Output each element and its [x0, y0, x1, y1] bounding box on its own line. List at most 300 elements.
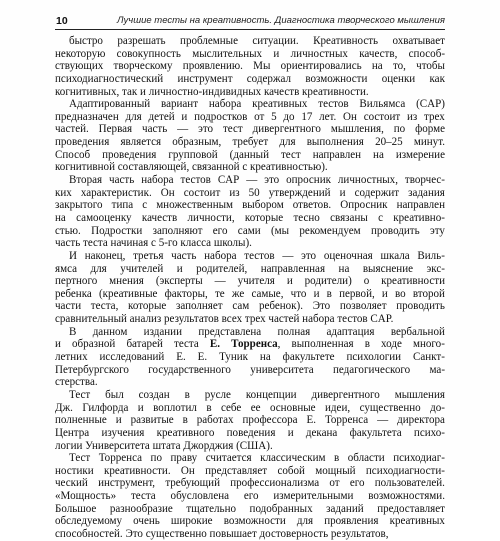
- word: что: [290, 287, 307, 300]
- word: вариант: [161, 98, 199, 111]
- word: до-: [430, 401, 445, 414]
- paragraph: [55, 250, 445, 326]
- word: —: [214, 275, 226, 288]
- word: считается: [205, 452, 252, 465]
- word: эту: [430, 224, 445, 237]
- word: проводить: [396, 300, 445, 313]
- word: личности,: [187, 211, 235, 224]
- word: возможностями.: [368, 490, 445, 503]
- word: тестов: [244, 249, 275, 262]
- word: набора: [208, 98, 242, 111]
- word: экс-: [426, 262, 445, 275]
- word: набора: [204, 249, 237, 262]
- word: Гилфорда: [82, 401, 129, 414]
- word: личностных,: [337, 174, 398, 187]
- word: требующий: [165, 477, 221, 490]
- word: (мы: [270, 224, 290, 237]
- text-line: [55, 300, 445, 313]
- running-head: Лучшие тесты на креативность. Диагностика творческого мышления: [117, 15, 445, 26]
- word: о: [363, 275, 370, 288]
- paragraph: [55, 35, 445, 98]
- word: для: [125, 110, 142, 123]
- word: профессора: [242, 414, 298, 427]
- word: шкала: [380, 249, 410, 262]
- word: часть: [142, 123, 168, 136]
- word: охватывает: [392, 35, 445, 47]
- line-text: логии Университета штата Джорджия (США).: [55, 439, 273, 452]
- text-line: [55, 389, 445, 402]
- word: Е.: [197, 351, 208, 364]
- word: направлен: [312, 148, 362, 161]
- word: быстро: [69, 35, 103, 47]
- text-line: [55, 313, 445, 326]
- word: основные: [269, 401, 316, 414]
- word: рекомендуем: [299, 224, 361, 237]
- line-text: сравнительный анализ результатов всех трех частей набора тестов CAP.: [55, 313, 394, 326]
- word: (данный: [229, 148, 270, 161]
- word: классическим: [260, 452, 326, 465]
- word: тестов: [318, 98, 349, 111]
- word: Он: [180, 464, 195, 477]
- word: и: [137, 401, 144, 414]
- word: направленная: [260, 262, 326, 275]
- word: разрешать: [117, 35, 166, 47]
- word: в: [206, 401, 212, 414]
- word: третья: [133, 249, 164, 262]
- word: групповой: [168, 148, 218, 161]
- word: связаны: [330, 211, 368, 224]
- word: мышления: [394, 388, 445, 401]
- word: проводить: [370, 224, 420, 237]
- word: психо-: [413, 426, 445, 439]
- word: способ-: [408, 47, 445, 60]
- word: разнообразие: [109, 502, 173, 515]
- word: летних: [55, 351, 88, 364]
- paragraph: [55, 389, 445, 452]
- word: праву: [170, 452, 198, 465]
- word: 17: [301, 110, 313, 123]
- word: Е.: [176, 351, 186, 364]
- word: оценки: [381, 72, 416, 85]
- word: направлен: [396, 199, 445, 212]
- word: выполнения: [306, 136, 364, 149]
- word: полненные: [55, 414, 107, 427]
- text-line: [55, 440, 445, 453]
- word: факторы,: [164, 287, 208, 300]
- word: и: [273, 47, 280, 60]
- word: В: [69, 325, 77, 338]
- word: на: [259, 351, 271, 364]
- word: теста: [130, 490, 156, 503]
- text-line: [55, 212, 445, 225]
- word: заполняет: [175, 300, 223, 313]
- word: творчес-: [404, 174, 445, 187]
- text-line: [55, 414, 445, 427]
- word: Мы: [253, 60, 271, 73]
- word: и: [381, 287, 388, 300]
- text-line: [55, 326, 445, 339]
- word: психодиагностический: [55, 72, 164, 85]
- word: измерение: [395, 148, 445, 161]
- word: (CAP): [416, 98, 445, 111]
- word: набора: [141, 174, 174, 187]
- word: ответов.: [292, 199, 332, 212]
- word: самооценку: [76, 211, 132, 224]
- word: лет.: [319, 110, 337, 123]
- word: данном: [92, 325, 128, 338]
- text-line: [55, 225, 445, 238]
- word: в: [182, 414, 188, 427]
- word: содержит: [354, 186, 400, 199]
- word: заданий: [326, 502, 364, 515]
- word: Тест: [69, 452, 91, 465]
- word: государственного: [148, 363, 231, 376]
- word: позволяет: [339, 300, 387, 313]
- word: Торренса,: [231, 338, 281, 351]
- word: мышления,: [330, 123, 384, 136]
- word: часть: [109, 174, 135, 187]
- word: мнения: [109, 275, 144, 288]
- word: широкие: [170, 515, 213, 528]
- text-line: [55, 98, 445, 111]
- word: состоит: [183, 186, 221, 199]
- word: требует: [232, 136, 269, 149]
- word: которые: [128, 300, 167, 313]
- word: дивергентного: [252, 123, 321, 136]
- word: мыслительных: [192, 47, 263, 60]
- word: креативных: [389, 515, 445, 528]
- word: проведения: [55, 136, 110, 149]
- word: Это: [312, 300, 331, 313]
- word: измерительными: [273, 490, 354, 503]
- word: качеств,: [359, 47, 398, 60]
- text-line: [55, 427, 445, 440]
- word: Дж.: [55, 401, 73, 414]
- word: на: [55, 211, 66, 224]
- word: дивергентного: [311, 388, 380, 401]
- word: подростков: [194, 110, 248, 123]
- word: психодиагности-: [365, 464, 445, 477]
- word: ких: [55, 186, 72, 199]
- word: оценочная: [323, 249, 373, 262]
- word: на: [373, 148, 384, 161]
- word: много-: [413, 338, 445, 351]
- word: с: [378, 211, 383, 224]
- word: проявления: [324, 515, 379, 528]
- word: содержал: [246, 72, 292, 85]
- word: возможности: [305, 72, 368, 85]
- word: для: [279, 136, 296, 149]
- text-line: [55, 60, 445, 73]
- word: образной: [72, 338, 116, 351]
- word: адаптация: [326, 325, 375, 338]
- word: Е.: [306, 414, 317, 427]
- word: тест: [280, 148, 301, 161]
- word: образным,: [172, 136, 222, 149]
- word: его: [349, 477, 365, 490]
- word: ствующих: [55, 60, 104, 73]
- word: проявлению.: [182, 60, 243, 73]
- text-line: [55, 477, 445, 490]
- word: представляет: [205, 464, 268, 477]
- word: характеристик.: [80, 186, 152, 199]
- word: теста,: [90, 300, 119, 313]
- word: Тест: [69, 388, 91, 401]
- word: 5: [271, 110, 277, 123]
- word: работах: [196, 414, 234, 427]
- line-text: когнитивных, так и личностно-индивидных качеств креативности.: [55, 85, 369, 98]
- text-line: [55, 288, 445, 301]
- word: частей.: [55, 123, 89, 136]
- word: по: [150, 452, 162, 465]
- word: директора: [397, 414, 445, 427]
- word: до: [283, 110, 295, 123]
- word: из: [407, 110, 418, 123]
- word: русле: [204, 388, 231, 401]
- word: Подростки: [91, 224, 143, 237]
- word: ямса: [55, 262, 78, 275]
- text-line: [55, 199, 445, 212]
- word: (эксперты: [155, 275, 203, 288]
- text-line: [55, 515, 445, 528]
- word: креативных: [252, 98, 308, 111]
- word: в: [364, 338, 370, 351]
- word: ностики: [55, 464, 94, 477]
- word: выбором: [242, 199, 284, 212]
- text-line: [55, 503, 445, 516]
- word: первой,: [339, 287, 375, 300]
- word: очень: [133, 515, 160, 528]
- word: декана: [305, 426, 338, 439]
- text-line: [55, 86, 445, 99]
- text-line: [55, 402, 445, 415]
- word: психологии: [346, 351, 402, 364]
- word: возможности: [223, 515, 286, 528]
- word: Адаптированный: [69, 98, 151, 111]
- word: как: [429, 72, 445, 85]
- text-line: [55, 237, 445, 250]
- word: издании: [143, 325, 182, 338]
- word: полная: [277, 325, 311, 338]
- word: самые,: [251, 287, 284, 300]
- text-line: [55, 528, 445, 541]
- text-line: [55, 376, 445, 389]
- word: для: [296, 515, 314, 528]
- word: собой: [277, 464, 305, 477]
- word: предоставляет: [377, 502, 445, 515]
- text-line: [55, 73, 445, 86]
- word: с: [142, 199, 148, 212]
- word: вербальной: [390, 325, 445, 338]
- word: Петербургского: [55, 363, 129, 376]
- word: выполненная: [291, 338, 354, 351]
- line-text: способностей. Это существенно повышает достоверность результатов,: [55, 527, 389, 540]
- word: сам: [232, 300, 250, 313]
- word: ее: [250, 401, 261, 414]
- text-line: [55, 187, 445, 200]
- page-number: 10: [56, 15, 68, 27]
- word: состоит: [363, 110, 401, 123]
- text-line: [55, 161, 445, 174]
- paragraph: [55, 174, 445, 250]
- word: опросник: [286, 174, 331, 187]
- word: Способ: [55, 148, 91, 161]
- word: —: [177, 123, 189, 136]
- word: предназначен: [55, 110, 119, 123]
- text-line: [55, 111, 445, 124]
- word: и: [339, 186, 346, 199]
- word: мощный: [315, 464, 356, 477]
- word: существенно: [359, 401, 421, 414]
- word: Большое: [55, 502, 97, 515]
- word: Торренса: [324, 414, 369, 427]
- word: —: [377, 414, 389, 427]
- word: от: [329, 477, 340, 490]
- line-text: стерства.: [55, 376, 98, 389]
- word: выяснение: [362, 262, 414, 275]
- word: в: [334, 452, 340, 465]
- word: Центра: [55, 426, 90, 439]
- text-line: [55, 136, 445, 149]
- word: Туник: [219, 351, 249, 364]
- word: обследуемому: [55, 515, 123, 528]
- word: ческий: [55, 477, 88, 490]
- word: является: [120, 136, 162, 149]
- word: обусловлена: [170, 490, 230, 503]
- word: на: [371, 60, 383, 73]
- word: теста: [174, 338, 199, 351]
- word: себе: [220, 401, 242, 414]
- word: родители): [304, 275, 352, 288]
- word: креативности: [381, 275, 445, 288]
- word: воплотил: [153, 401, 197, 414]
- word: закрытого: [55, 199, 103, 212]
- word: сами: [237, 224, 261, 237]
- word: изучения: [101, 426, 145, 439]
- text-line: [55, 123, 445, 136]
- word: (креативные: [99, 287, 158, 300]
- word: в: [184, 388, 190, 401]
- word: из: [229, 186, 240, 199]
- word: проведения: [102, 148, 157, 161]
- text-line: [55, 250, 445, 263]
- text-line: [55, 174, 445, 187]
- line-text: когнитивной составляющей, связанной с креативностью).: [55, 161, 328, 174]
- word: Торренса: [98, 452, 143, 465]
- word: идеи,: [325, 401, 351, 414]
- word: чтобы: [416, 60, 445, 73]
- word: создан: [138, 388, 170, 401]
- word: был: [105, 388, 124, 401]
- word: креативного: [156, 426, 215, 439]
- word: части: [55, 300, 82, 313]
- text-line: [55, 275, 445, 288]
- word: наконец,: [84, 249, 126, 262]
- word: подобранных: [249, 502, 313, 515]
- word: пертного: [55, 275, 98, 288]
- word: ходе: [381, 338, 402, 351]
- word: Е.: [209, 338, 221, 351]
- word: и: [287, 426, 294, 439]
- word: его: [243, 490, 259, 503]
- word: Вильямса: [359, 98, 406, 111]
- word: ситуации.: [252, 35, 299, 47]
- text-line: [55, 452, 445, 465]
- word: тест: [222, 123, 243, 136]
- word: Виль-: [417, 249, 445, 262]
- word: И: [69, 249, 77, 262]
- word: и: [286, 275, 293, 288]
- word: родителей,: [196, 262, 248, 275]
- word: Первая: [98, 123, 133, 136]
- word: это: [264, 174, 280, 187]
- paragraph: [55, 452, 445, 540]
- paragraph: [55, 326, 445, 389]
- word: 20–25: [375, 136, 403, 149]
- word: представлена: [198, 325, 262, 338]
- word: на: [338, 262, 350, 275]
- word: креативности.: [103, 464, 171, 477]
- word: это: [301, 249, 317, 262]
- text-line: [55, 490, 445, 503]
- word: личностных: [290, 47, 348, 60]
- word: которые: [244, 211, 284, 224]
- word: и: [176, 262, 183, 275]
- word: же: [231, 287, 245, 300]
- word: типа: [111, 199, 134, 212]
- word: области: [347, 452, 385, 465]
- line-text: часть теста начиная с 5-го класса школы).: [55, 237, 252, 250]
- word: утверждений: [268, 186, 331, 199]
- word: в: [326, 287, 332, 300]
- word: университета: [250, 363, 314, 376]
- word: от: [254, 110, 265, 123]
- word: то,: [392, 60, 406, 73]
- word: Вторая: [69, 174, 103, 187]
- word: Креативность: [313, 35, 379, 47]
- word: те: [214, 287, 225, 300]
- text-line: [55, 149, 445, 162]
- word: CAP: [217, 174, 240, 187]
- word: креативно-: [393, 211, 445, 224]
- word: концепции: [245, 388, 297, 401]
- word: минут.: [413, 136, 445, 149]
- word: факультета: [349, 426, 402, 439]
- word: некоторую: [55, 47, 106, 60]
- word: во: [395, 287, 406, 300]
- word: ма-: [429, 363, 445, 376]
- word: 50: [248, 186, 260, 199]
- word: и: [115, 414, 122, 427]
- word: Он: [343, 110, 357, 123]
- text-line: [55, 338, 445, 351]
- text-line: [55, 351, 445, 364]
- word: пользователей.: [374, 477, 445, 490]
- word: ребенка: [55, 287, 92, 300]
- word: совокупность: [116, 47, 181, 60]
- word: его: [212, 224, 228, 237]
- word: и: [313, 287, 320, 300]
- word: и: [181, 110, 188, 123]
- body-text: [55, 35, 445, 541]
- text-line: [55, 364, 445, 377]
- word: —: [246, 174, 258, 187]
- text-line: [55, 465, 445, 478]
- word: ребенок).: [258, 300, 303, 313]
- word: батарей: [126, 338, 163, 351]
- word: творческому: [113, 60, 173, 73]
- word: Опросник: [340, 199, 388, 212]
